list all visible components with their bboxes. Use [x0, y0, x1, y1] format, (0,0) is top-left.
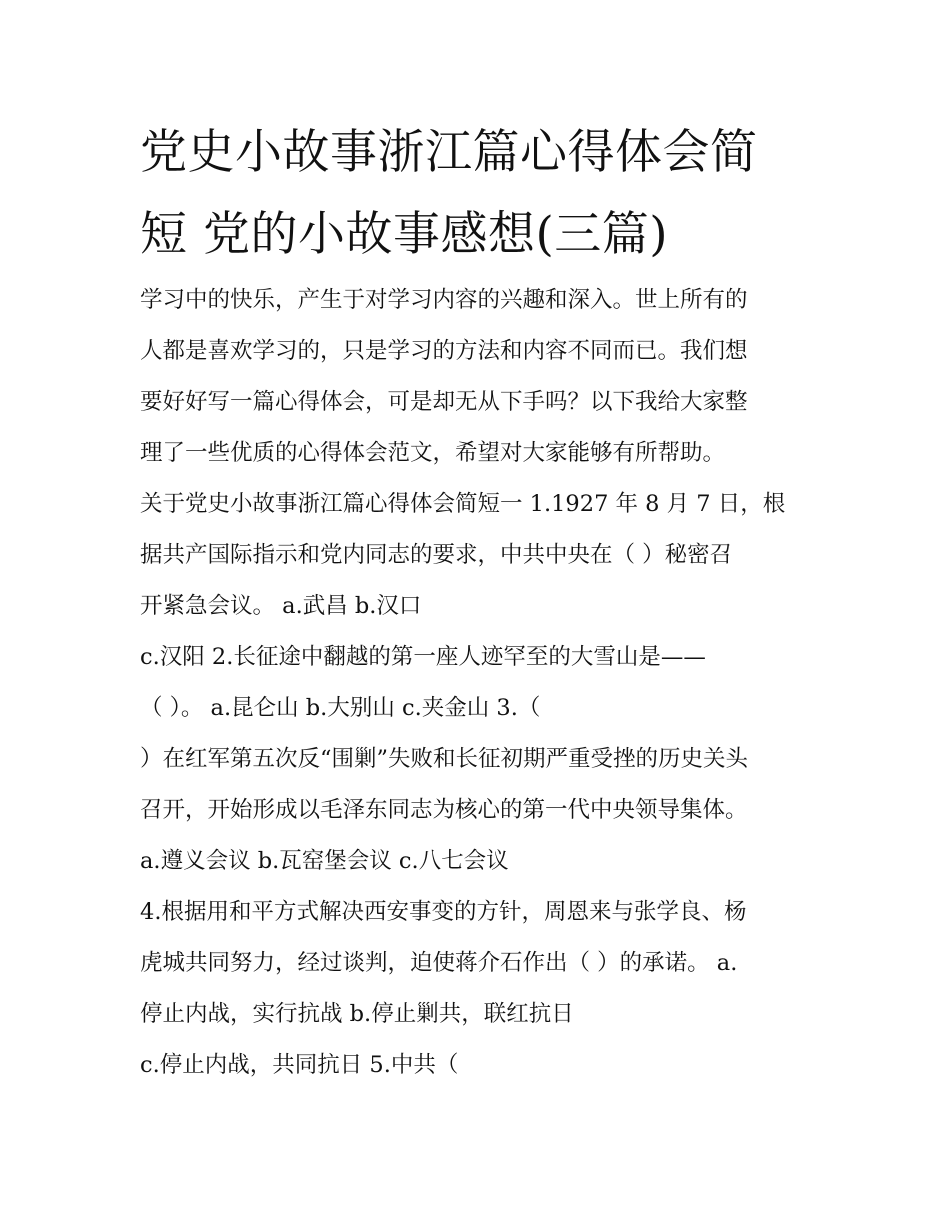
body-line: 要好好写一篇心得体会，可是却无从下手吗？以下我给大家整 — [140, 389, 748, 415]
document-body — [140, 275, 830, 1091]
body-line: ）在红军第五次反“围剿”失败和长征初期严重受挫的历史关头 — [140, 746, 749, 772]
title-line-1: 党史小故事浙江篇心得体会简 — [140, 125, 758, 180]
body-line: c.汉阳 2.长征途中翻越的第一座人迹罕至的大雪山是—— — [140, 644, 706, 670]
body-line: a.遵义会议 b.瓦窑堡会议 c.八七会议 — [140, 848, 509, 874]
body-line: 开紧急会议。 a.武昌 b.汉口 — [140, 593, 422, 619]
body-line: c.停止内战，共同抗日 5.中共（ — [140, 1052, 459, 1078]
body-line: 4.根据用和平方式解决西安事变的方针，周恩来与张学良、杨 — [140, 899, 747, 925]
body-line: 理了一些优质的心得体会范文，希望对大家能够有所帮助。 — [140, 440, 726, 466]
body-line: 关于党史小故事浙江篇心得体会简短一 1.1927 年 8 月 7 日，根 — [140, 491, 786, 517]
document-title — [140, 112, 840, 276]
body-line: 停止内战，实行抗战 b.停止剿共，联红抗日 — [140, 1001, 574, 1027]
body-line: 虎城共同努力，经过谈判，迫使蒋介石作出（ ）的承诺。 a. — [140, 950, 738, 976]
title-line-2: 短 党的小故事感想(三篇) — [140, 207, 669, 262]
body-line: 人都是喜欢学习的，只是学习的方法和内容不同而已。我们想 — [140, 338, 748, 364]
body-line: （ ）。 a.昆仑山 b.大别山 c.夹金山 3.（ — [140, 695, 541, 721]
body-line: 据共产国际指示和党内同志的要求，中共中央在（ ）秘密召 — [140, 542, 733, 568]
body-line: 学习中的快乐，产生于对学习内容的兴趣和深入。世上所有的 — [140, 287, 748, 313]
body-line: 召开，开始形成以毛泽东同志为核心的第一代中央领导集体。 — [140, 797, 748, 823]
